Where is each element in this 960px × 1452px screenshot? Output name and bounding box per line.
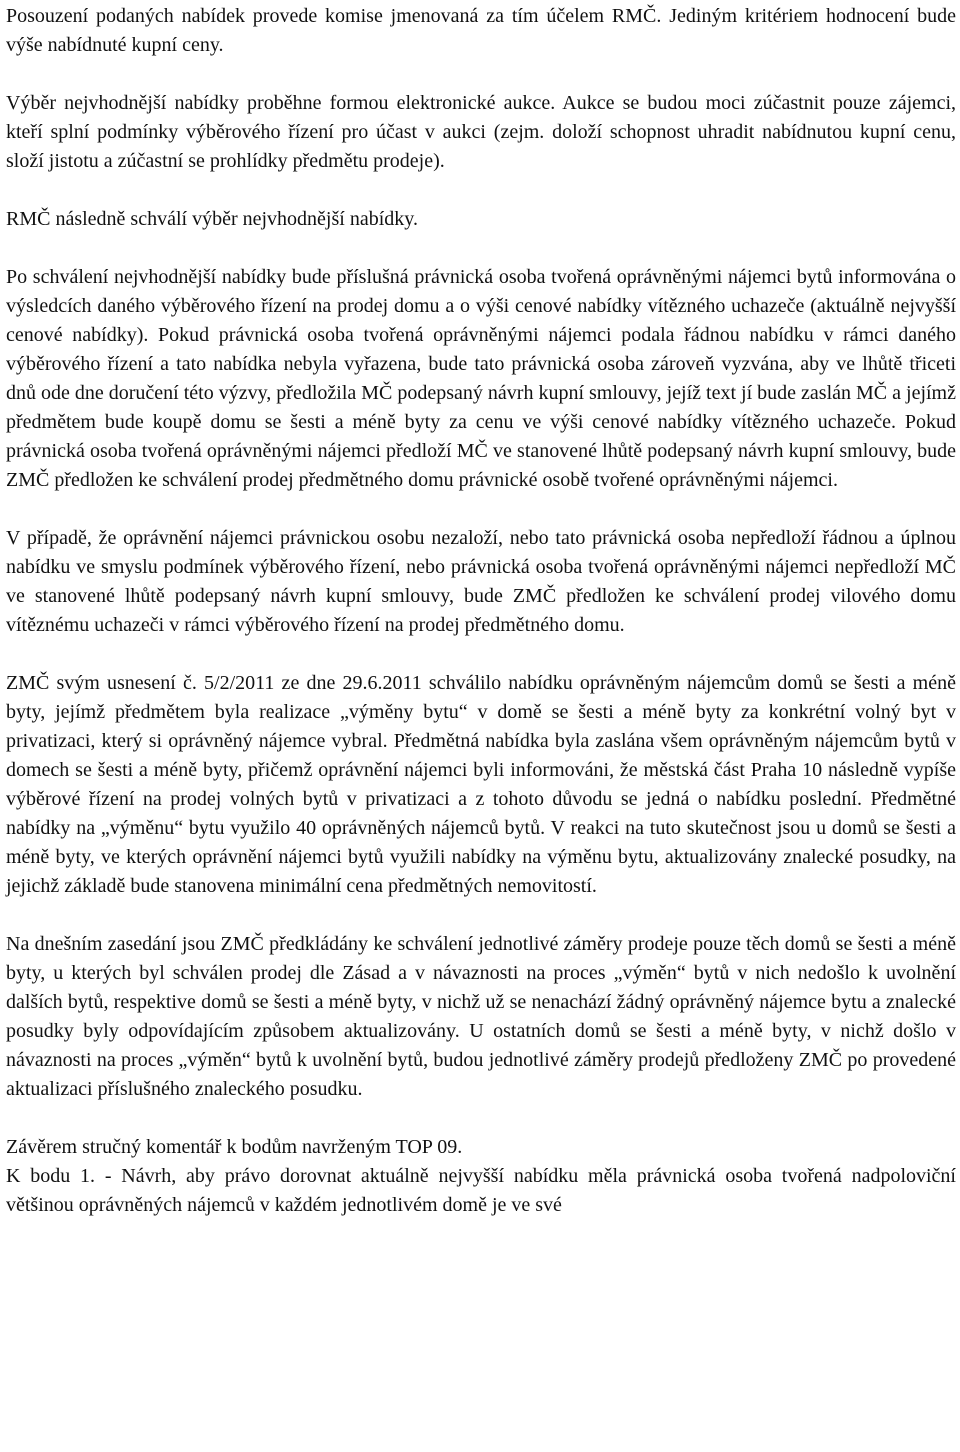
closing-item-1: K bodu 1. - Návrh, aby právo dorovnat aktuálně nejvyšší nabídku měla právnická osoba tvořená nadpoloviční většinou oprávněných nájemců v každém jednotlivém domě je ve své xyxy=(6,1165,956,1216)
paragraph-rmc-approval: RMČ následně schválí výběr nejvhodnější nabídky. xyxy=(6,208,418,230)
closing-heading: Závěrem stručný komentář k bodům navrženým TOP 09. xyxy=(6,1136,463,1158)
paragraph-auction: Výběr nejvhodnější nabídky proběhne formou elektronické aukce. Aukce se budou moci zúčastnit pouze zájemci, kteří splní podmínky výběrového řízení pro účast v aukci (zejm. doloží schopnost uhradit nabídnutou kupní cenu, složí jistotu a zúčastní se prohlídky předmětu prodeje). xyxy=(6,92,956,172)
paragraph-todays-session: Na dnešním zasedání jsou ZMČ předkládány ke schválení jednotlivé záměry prodeje pouze těch domů se šesti a méně byty, u kterých byl schválen prodej dle Zásad a v návaznosti na proces „výměn“ bytů v nich nedošlo k uvolnění dalších bytů, respektive domů se šesti a méně byty, v nichž už se nenachází žádný oprávněný nájemce bytu a znalecké posudky byly odpovídajícím způsobem aktualizovány. U ostatních domů se šesti a méně byty, v nichž došlo v návaznosti na proces „výměn“ bytů k uvolnění bytů, budou jednotlivé záměry prodejů předloženy ZMČ po provedené aktualizaci příslušného znaleckého posudku. xyxy=(6,933,956,1100)
paragraph-evaluation: Posouzení podaných nabídek provede komise jmenovaná za tím účelem RMČ. Jediným kritériem hodnocení bude výše nabídnuté kupní ceny. xyxy=(6,5,956,56)
paragraph-if-not-established: V případě, že oprávnění nájemci právnickou osobu nezaloží, nebo tato právnická osoba nepředloží řádnou a úplnou nabídku ve smyslu podmínek výběrového řízení, nebo právnická osoba tvořená oprávněnými nájemci nepředloží MČ ve stanovené lhůtě podepsaný návrh kupní smlouvy, bude ZMČ předložen ke schválení prodej vilového domu vítěznému uchazeči v rámci výběrového řízení na prodej předmětného domu. xyxy=(6,527,956,636)
paragraph-after-approval: Po schválení nejvhodnější nabídky bude příslušná právnická osoba tvořená oprávněnými nájemci bytů informována o výsledcích daného výběrového řízení na prodej domu a o výši cenové nabídky vítězného uchazeče (aktuálně nejvyšší cenové nabídky). Pokud právnická osoba tvořená oprávněnými nájemci podala řádnou nabídku v rámci daného výběrového řízení a tato nabídka nebyla vyřazena, bude tato právnická osoba zároveň vyzvána, aby ve lhůtě třiceti dnů ode dne doručení této výzvy, předložila MČ podepsaný návrh kupní smlouvy, jejíž text jí bude zaslán MČ a jejímž předmětem bude koupě domu se šesti a méně byty za cenu ve výši cenové nabídky vítězného uchazeče. Pokud právnická osoba tvořená oprávněnými nájemci předloží MČ ve stanovené lhůtě podepsaný návrh kupní smlouvy, bude ZMČ předložen ke schválení prodej předmětného domu právnické osobě tvořené oprávněnými nájemci. xyxy=(6,266,956,491)
document-page xyxy=(6,2,956,1220)
paragraph-zmc-resolution: ZMČ svým usnesení č. 5/2/2011 ze dne 29.6.2011 schválilo nabídku oprávněným nájemcům domů se šesti a méně byty, jejímž předmětem byla realizace „výměny bytu“ v domě se šesti a méně byty za konkrétní volný byt v privatizaci, který si oprávněný nájemce vybral. Předmětná nabídka byla zaslána všem oprávněným nájemcům bytů v domech se šesti a méně byty, přičemž oprávnění nájemci byli informováni, že městská část Praha 10 následně vypíše výběrové řízení na prodej volných bytů v privatizaci a z tohoto důvodu se jedná o nabídku poslední. Předmětné nabídky na „výměnu“ bytu využilo 40 oprávněných nájemců bytů. V reakci na tuto skutečnost jsou u domů se šesti a méně byty, ve kterých oprávnění nájemci bytů využili nabídky na výměnu bytu, aktualizovány znalecké posudky, na jejichž základě bude stanovena minimální cena předmětných nemovitostí. xyxy=(6,672,956,897)
